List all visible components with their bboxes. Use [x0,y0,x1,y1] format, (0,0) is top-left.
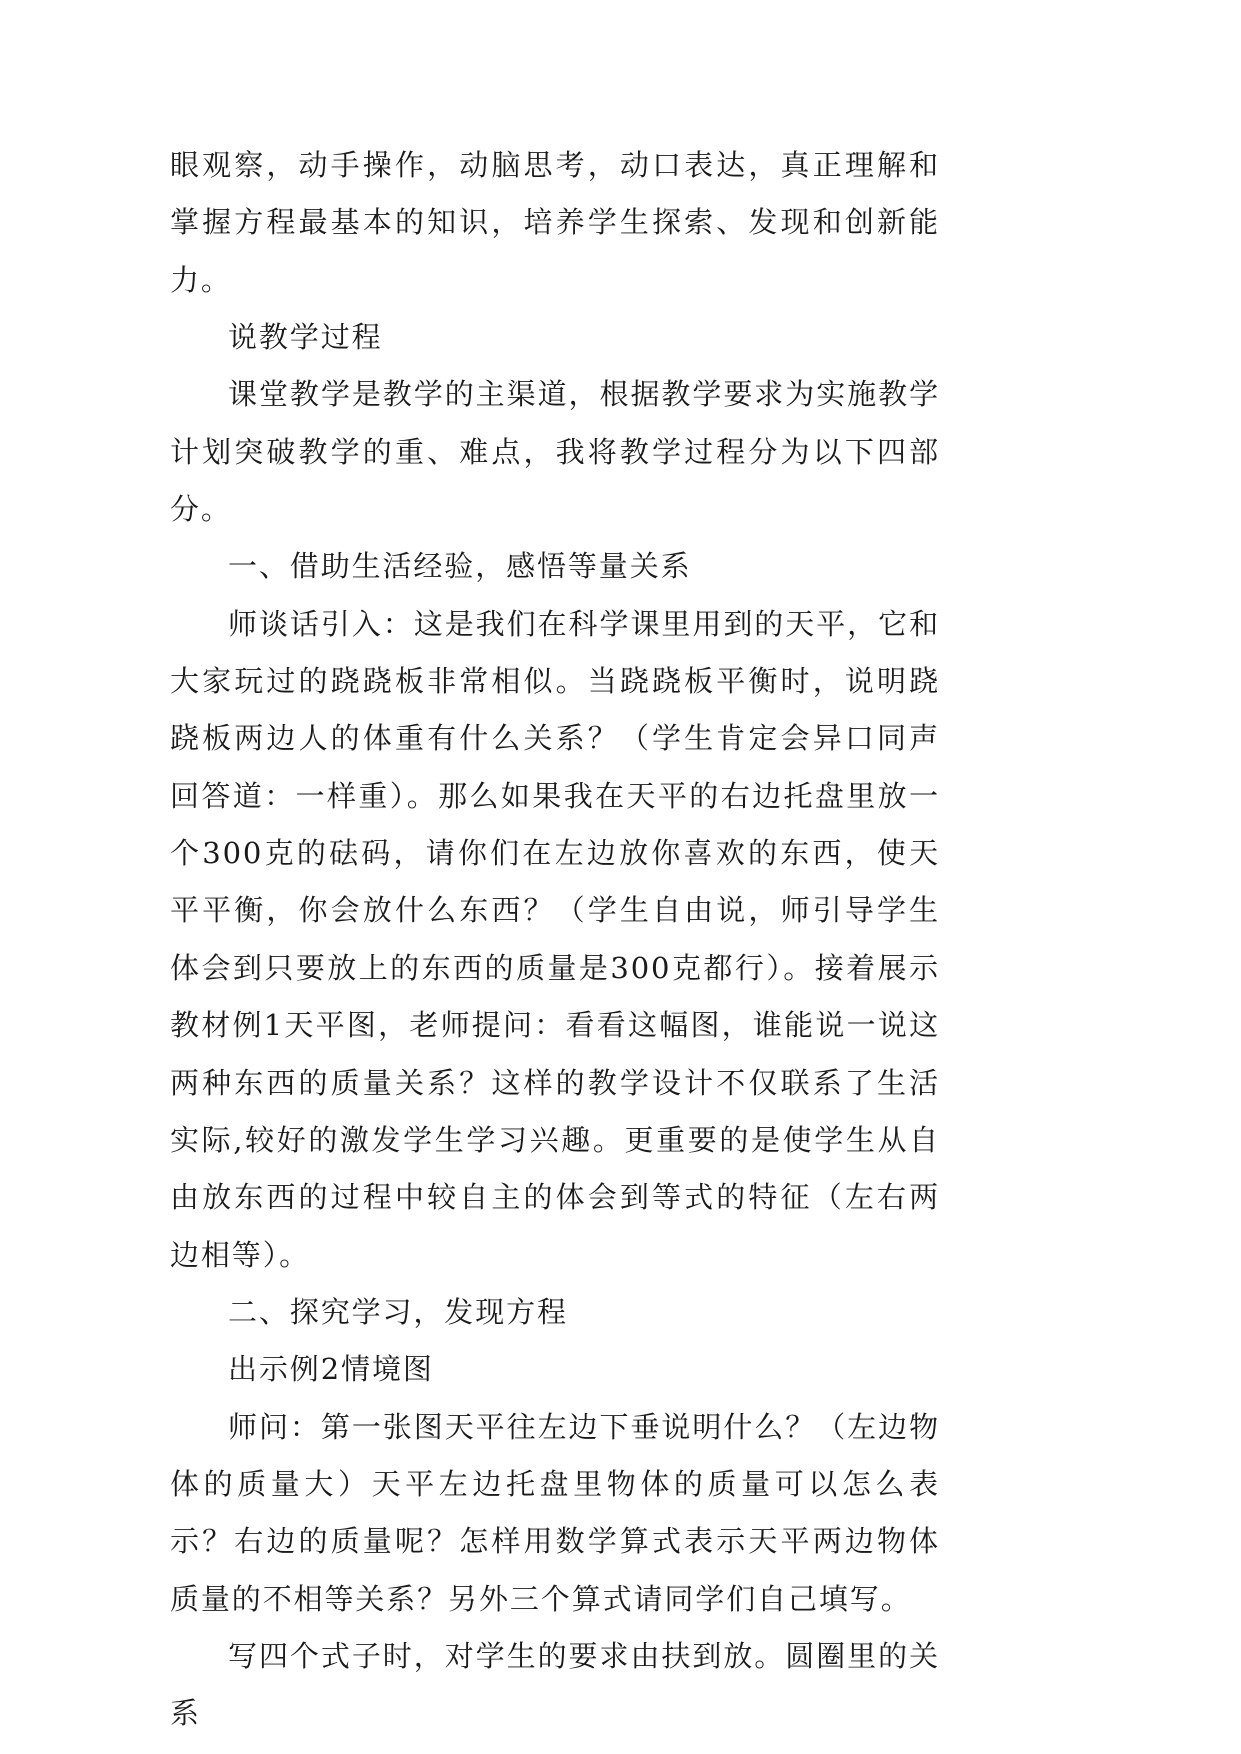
paragraph-writing-expressions: 写四个式子时，对学生的要求由扶到放。圆圈里的关系 [170,1638,940,1731]
section-heading-teaching-process: 说教学过程 [228,320,383,355]
document-body [170,137,940,1743]
section-heading-part-two: 二、探究学习，发现方程 [228,1294,568,1329]
paragraph-teacher-question: 师问：第一张图天平往左边下垂说明什么？（左边物体的质量大）天平左边托盘里物体的质量可以怎么表示？右边的质量呢？怎样用数学算式表示天平两边物体质量的不相等关系？另外三个算式请同学们自己填写。 [170,1409,940,1616]
paragraph-intro: 课堂教学是教学的主渠道，根据教学要求为实施教学计划突破教学的重、难点，我将教学过程分为以下四部分。 [170,377,940,527]
section-heading-part-one: 一、借助生活经验，感悟等量关系 [228,549,692,584]
paragraph-continuation: 眼观察，动手操作，动脑思考，动口表达，真正理解和掌握方程最基本的知识，培养学生探索、发现和创新能力。 [170,148,940,297]
paragraph-show-example: 出示例2情境图 [228,1352,434,1387]
paragraph-part-one-body: 师谈话引入：这是我们在科学课里用到的天平，它和大家玩过的跷跷板非常相似。当跷跷板平衡时，说明跷跷板两边人的体重有什么关系？（学生肯定会异口同声回答道：一样重）。那么如果我在天平的右边托盘里放一个300克的砝码，请你们在左边放你喜欢的东西，使天平平衡，你会放什么东西？（学生自由说，师引导学生体会到只要放上的东西的质量是300克都行）。接着展示教材例1天平图，老师提问：看看这幅图，谁能说一说这两种东西的质量关系？这样的教学设计不仅联系了生活实际,较好的激发学生学习兴趣。更重要的是使学生从自由放东西的过程中较自主的体会到等式的特征（左右两边相等）。 [170,606,940,1272]
